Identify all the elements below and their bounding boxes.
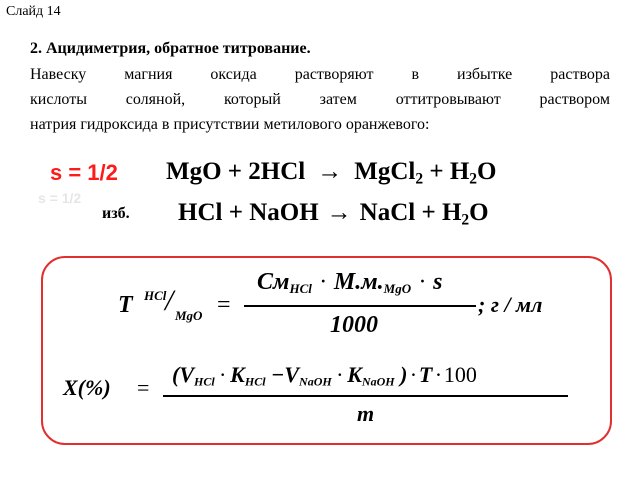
percent-k2-sub: NaOH [361,374,395,389]
titer-s: s [433,269,443,295]
percent-hundred: 100 [443,362,477,387]
percent-dot-4: · [435,362,441,387]
titer-fraction-bar [244,305,476,307]
percent-k1: K [230,362,245,387]
reaction-equation-1 [166,158,497,186]
paragraph-line-1: Навеску магния оксида растворяют в избытке раствора [30,66,610,83]
titer-numerator [257,269,442,296]
percent-denominator: m [357,401,375,426]
slide-number-label: Слайд 14 [6,4,61,19]
percent-lhs: X(%) [63,375,111,400]
paragraph-line-2: кислоты соляной, который затем оттитровывают раствором [30,91,610,108]
reaction1-product-a: MgCl [354,158,416,185]
paragraph-line-3: натрия гидроксида в присутствии метилового оранжевого: [30,116,430,133]
titer-mm-sub: MgO [383,280,412,296]
titer-denominator: 1000 [330,312,378,338]
percent-numerator [172,362,477,388]
percent-k1-sub: HCl [244,374,266,389]
percent-fraction-bar [163,395,568,397]
titer-subscript: MgO [175,308,203,323]
reaction1-arrow: → [317,158,343,185]
reaction1-sub-a: 2 [415,170,424,188]
percent-close: ) [394,362,408,387]
percent-dot-1: · [219,362,226,387]
titer-cm: См [257,269,290,295]
titer-slash: / [165,284,174,317]
titer-symbol: T [118,292,133,318]
reaction-equation-2 [178,199,489,227]
section-heading: 2. Ацидиметрия, обратное титрование. [30,40,311,57]
titer-units: ; г / мл [478,292,543,317]
reaction1-sub-b: 2 [469,170,478,188]
reaction2-product-b: O [469,199,489,226]
percent-equals: = [137,375,150,400]
percent-k2: K [347,362,362,387]
titer-cm-sub: HCl [289,280,312,296]
titer-mm: М.м. [333,269,384,295]
stoichiometric-factor: s = 1/2 [50,160,118,185]
titer-equals: = [217,292,231,318]
reaction2-product-a: NaCl + H [359,199,462,226]
titer-dot-1: · [319,269,326,295]
stoichiometric-factor-shadow: s = 1/2 [38,190,82,206]
reaction1-product-c: O [477,158,497,185]
reaction2-arrow: → [326,199,352,226]
titer-superscript: HCl [144,288,167,303]
titer-dot-2: · [419,269,426,295]
percent-dot-2: · [336,362,343,387]
percent-v1-sub: HCl [194,374,215,389]
excess-label: изб. [102,205,130,222]
reaction1-product-b: + H [423,158,470,185]
percent-minus: −V [265,362,300,387]
percent-dot-3: · [410,362,416,387]
percent-t: T [418,362,433,387]
percent-v2-sub: NaOH [299,374,332,389]
reaction1-reactants: MgO + 2HCl [166,158,306,185]
reaction2-sub-a: 2 [461,211,470,229]
percent-open: (V [172,362,194,387]
reaction2-reactants: HCl + NaOH [178,199,319,226]
